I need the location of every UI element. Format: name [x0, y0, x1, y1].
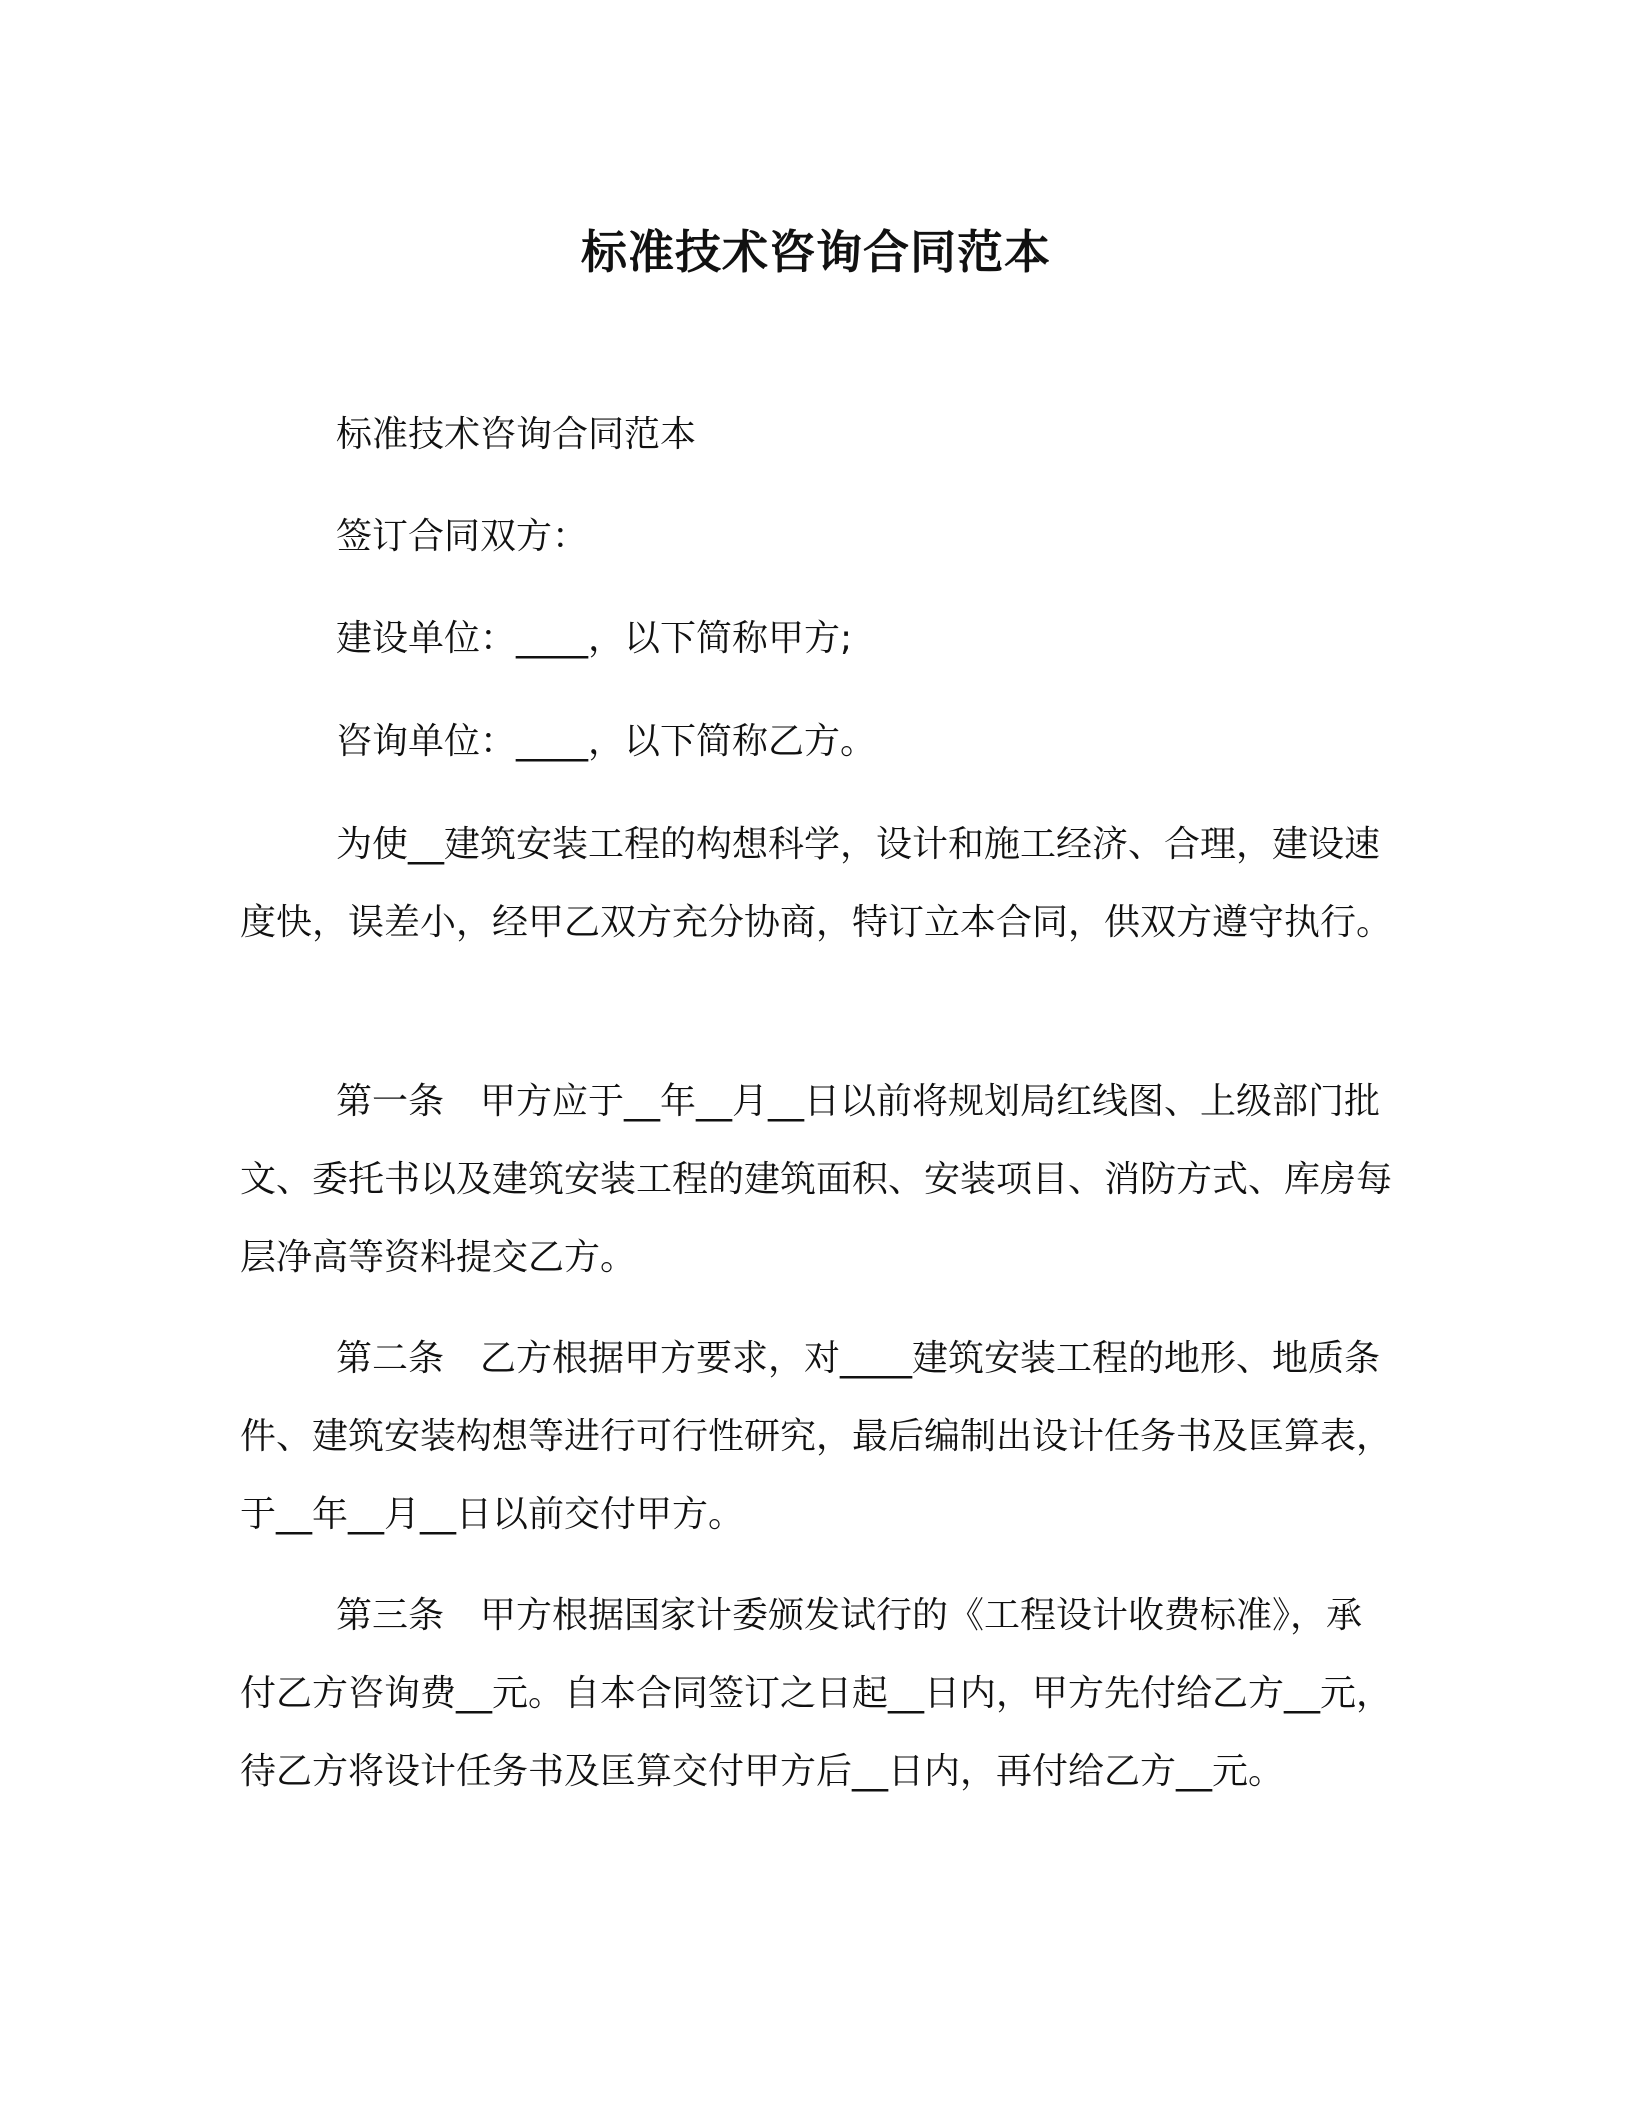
party-b-line: 咨询单位：____，以下简称乙方。: [336, 721, 877, 762]
party-a-line: 建设单位：____，以下简称甲方;: [336, 618, 853, 659]
parties-heading: 签订合同双方：: [336, 516, 589, 557]
preamble-paragraph: 为使__建筑安装工程的构想科学，设计和施工经济、合理，建设速度快，误差小，经甲乙双方充分协商，特订立本合同，供双方遵守执行。: [240, 824, 1393, 943]
article-2-paragraph: 第二条 乙方根据甲方要求，对____建筑安装工程的地形、地质条件、建筑安装构想等进行可行性研究，最后编制出设计任务书及匡算表，于__年__月__日以前交付甲方。: [240, 1338, 1393, 1535]
article-3-paragraph: 第三条 甲方根据国家计委颁发试行的《工程设计收费标准》，承付乙方咨询费__元。自本合同签订之日起__日内，甲方先付给乙方__元，待乙方将设计任务书及匡算交付甲方后__日内，再付给乙方__元。: [240, 1595, 1393, 1792]
document-title: 标准技术咨询合同范本: [581, 225, 1051, 279]
document-subtitle: 标准技术咨询合同范本: [336, 414, 697, 455]
article-1-paragraph: 第一条 甲方应于__年__月__日以前将规划局红线图、上级部门批文、委托书以及建筑安装工程的建筑面积、安装项目、消防方式、库房每层净高等资料提交乙方。: [240, 1081, 1393, 1278]
